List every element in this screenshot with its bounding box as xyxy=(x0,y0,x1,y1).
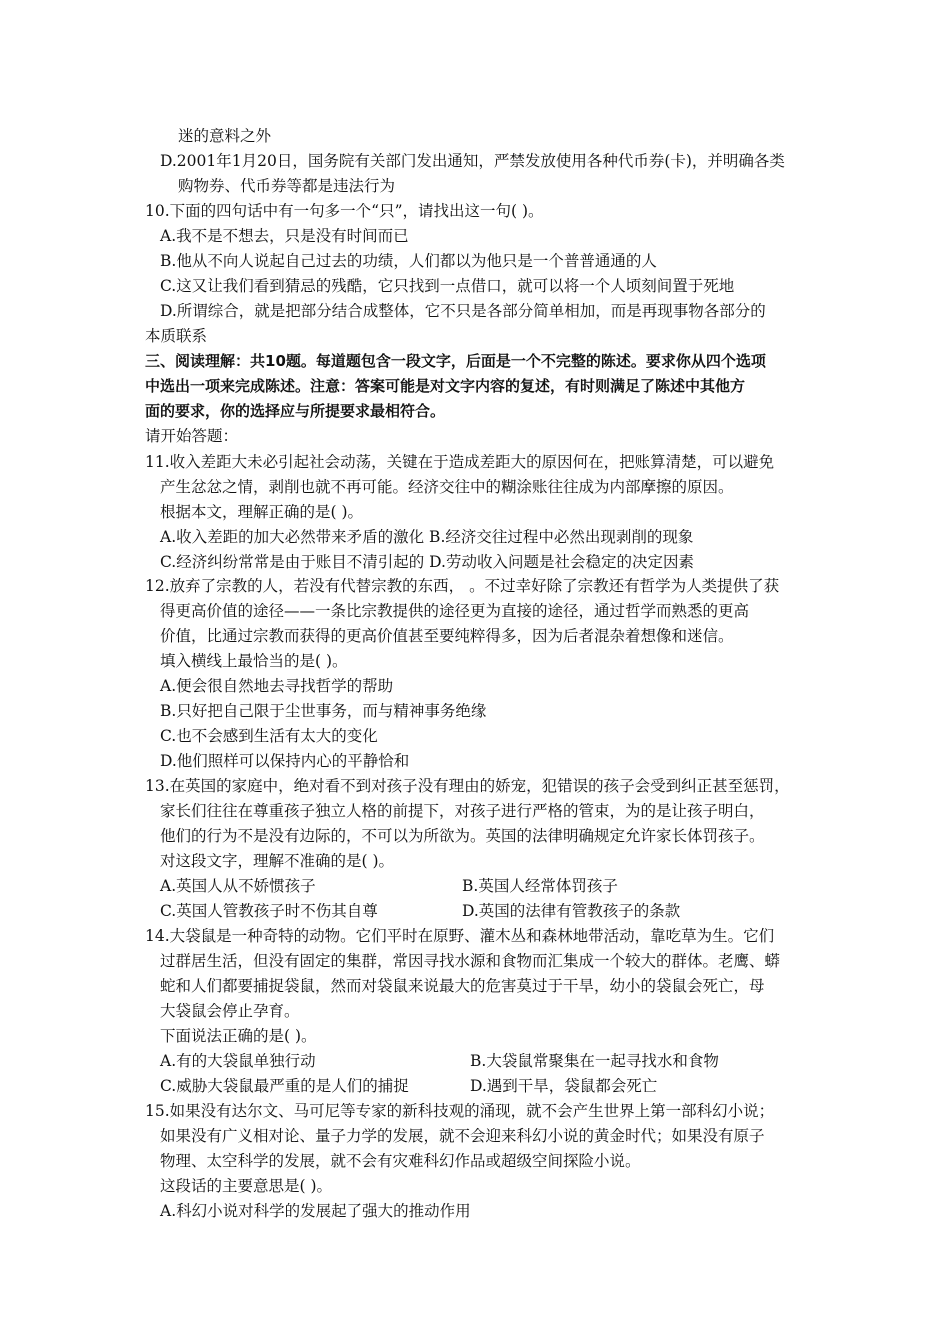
option-line: B.英国人经常体罚孩子 xyxy=(462,877,618,895)
question-line: 13.在英国的家庭中，绝对看不到对孩子没有理由的娇宠，犯错误的孩子会受到纠正甚至惩罚， xyxy=(145,777,790,795)
option-line: A.英国人从不娇惯孩子 xyxy=(160,877,316,895)
text-line: 家长们往往在尊重孩子独立人格的前提下，对孩子进行严格的管束，为的是让孩子明白， xyxy=(160,802,765,820)
text-line: 迷的意料之外 xyxy=(178,127,272,145)
option-line: B.大袋鼠常聚集在一起寻找水和食物 xyxy=(470,1052,719,1070)
option-line: B.只好把自己限于尘世事务，而与精神事务绝缘 xyxy=(160,702,487,720)
option-line: D.2001年1月20日，国务院有关部门发出通知，严禁发放使用各种代币券(卡)，并明确各类 xyxy=(160,152,785,170)
option-line: C.威胁大袋鼠最严重的是人们的捕捉 xyxy=(160,1077,409,1095)
option-line: D.遇到干旱，袋鼠都会死亡 xyxy=(470,1077,658,1095)
text-line: 得更高价值的途径——一条比宗教提供的途径更为直接的途径，通过哲学而熟悉的更高 xyxy=(160,602,750,620)
option-line: D.所谓综合，就是把部分结合成整体，它不只是各部分简单相加，而是再现事物各部分的 xyxy=(160,302,766,320)
option-line: A.收入差距的加大必然带来矛盾的激化 B.经济交往过程中必然出现剥削的现象 xyxy=(160,528,694,546)
option-line: A.有的大袋鼠单独行动 xyxy=(160,1052,316,1070)
prompt-line: 对这段文字，理解不准确的是( )。 xyxy=(160,852,395,870)
prompt-line: 填入横线上最恰当的是( )。 xyxy=(160,652,348,670)
text-line: 请开始答题： xyxy=(145,427,239,445)
option-line: B.他从不向人说起自己过去的功绩，人们都以为他只是一个普普通通的人 xyxy=(160,252,657,270)
text-line: 购物券、代币券等都是违法行为 xyxy=(178,177,396,195)
question-line: 14.大袋鼠是一种奇特的动物。它们平时在原野、灌木丛和森林地带活动，靠吃草为生。它们 xyxy=(145,927,775,945)
text-line: 大袋鼠会停止孕育。 xyxy=(160,1002,300,1020)
text-line: 产生忿忿之情，剥削也就不再可能。经济交往中的糊涂账往往成为内部摩擦的原因。 xyxy=(160,478,734,496)
text-line: 如果没有广义相对论、量子力学的发展，就不会迎来科幻小说的黄金时代；如果没有原子 xyxy=(160,1127,765,1145)
section-heading-line: 面的要求，你的选择应与所提要求最相符合。 xyxy=(145,402,446,420)
question-line: 15.如果没有达尔文、马可尼等专家的新科技观的涌现，就不会产生世界上第一部科幻小说； xyxy=(145,1102,775,1120)
text-line: 价值，比通过宗教而获得的更高价值甚至要纯粹得多，因为后者混杂着想像和迷信。 xyxy=(160,627,734,645)
text-line: 他们的行为不是没有边际的，不可以为所欲为。英国的法律明确规定允许家长体罚孩子。 xyxy=(160,827,765,845)
prompt-line: 根据本文，理解正确的是( )。 xyxy=(160,503,364,521)
option-line: D.他们照样可以保持内心的平静恰和 xyxy=(160,752,410,770)
option-line: C.经济纠纷常常是由于账目不清引起的 D.劳动收入问题是社会稳定的决定因素 xyxy=(160,553,694,571)
prompt-line: 下面说法正确的是( )。 xyxy=(160,1027,317,1045)
question-line: 11.收入差距大未必引起社会动荡，关键在于造成差距大的原因何在，把账算清楚，可以避免 xyxy=(145,453,775,471)
text-line: 物理、太空科学的发展，就不会有灾难科幻作品或超级空间探险小说。 xyxy=(160,1152,641,1170)
option-line: A.科幻小说对科学的发展起了强大的推动作用 xyxy=(160,1202,471,1220)
question-line: 10.下面的四句话中有一句多一个“只”，请找出这一句( )。 xyxy=(145,202,544,220)
text-line: 本质联系 xyxy=(145,327,208,345)
option-line: C.这又让我们看到猜忌的残酷，它只找到一点借口，就可以将一个人顷刻间置于死地 xyxy=(160,277,735,295)
text-line: 过群居生活，但没有固定的集群，常因寻找水源和食物而汇集成一个较大的群体。老鹰、蟒 xyxy=(160,952,781,970)
section-heading-line: 中选出一项来完成陈述。注意：答案可能是对文字内容的复述，有时则满足了陈述中其他方 xyxy=(145,377,746,395)
option-line: A.我不是不想去，只是没有时间而已 xyxy=(160,227,409,245)
prompt-line: 这段话的主要意思是( )。 xyxy=(160,1177,333,1195)
text-line: 蛇和人们都要捕捉袋鼠，然而对袋鼠来说最大的危害莫过于干旱，幼小的袋鼠会死亡，母 xyxy=(160,977,765,995)
option-line: D.英国的法律有管教孩子的条款 xyxy=(462,902,681,920)
option-line: A.便会很自然地去寻找哲学的帮助 xyxy=(160,677,394,695)
option-line: C.也不会感到生活有太大的变化 xyxy=(160,727,378,745)
option-line: C.英国人管教孩子时不伤其自尊 xyxy=(160,902,378,920)
section-heading-line: 三、阅读理解：共10题。每道题包含一段文字，后面是一个不完整的陈述。要求你从四个选项 xyxy=(145,352,766,370)
question-line: 12.放弃了宗教的人，若没有代替宗教的东西， 。不过幸好除了宗教还有哲学为人类提供了获 xyxy=(145,577,780,595)
